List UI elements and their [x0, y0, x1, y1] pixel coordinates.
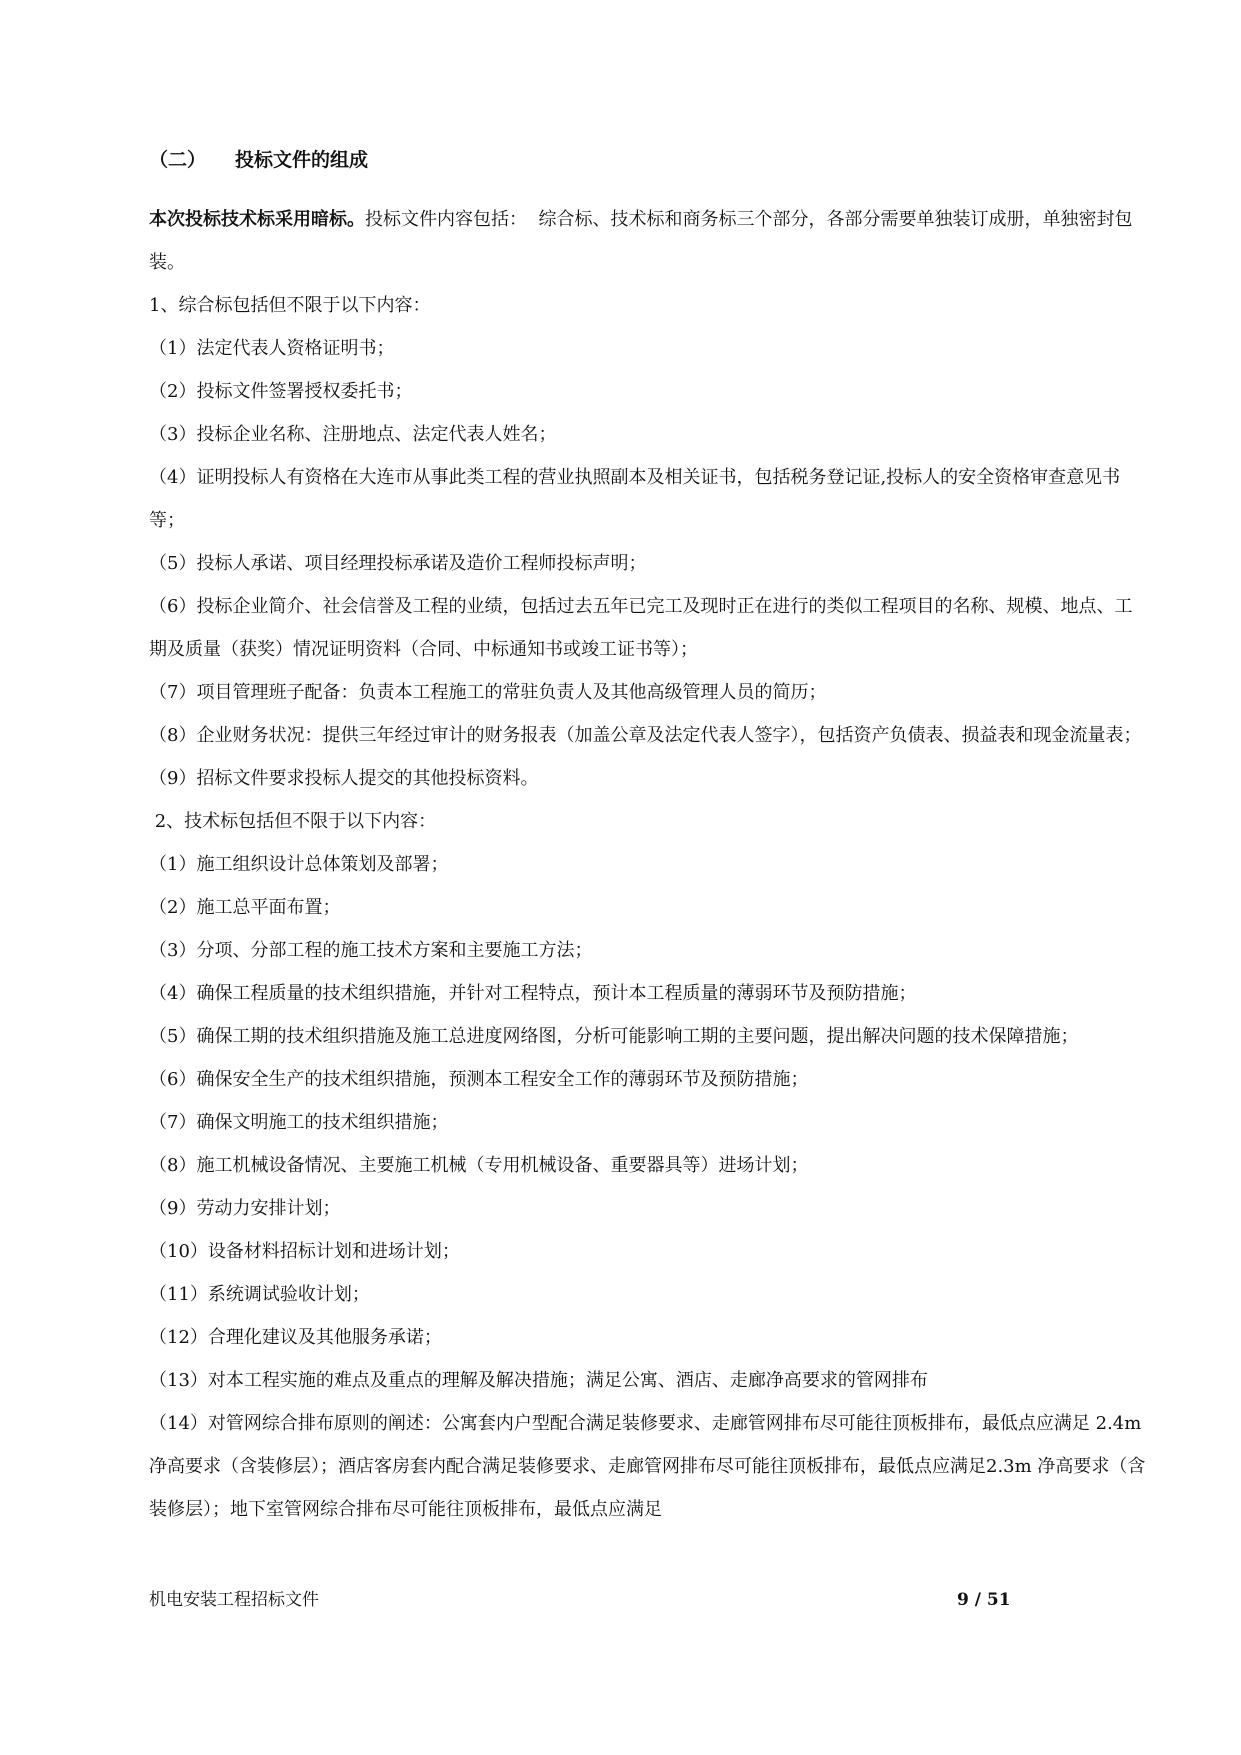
- paragraph: （2）投标文件签署授权委托书；: [149, 381, 413, 402]
- section-heading: [149, 144, 368, 176]
- paragraph: （8）企业财务状况：提供三年经过审计的财务报表（加盖公章及法定代表人签字），包括资产负债表、损益表和现金流量表；: [149, 725, 1142, 746]
- paragraph: （13）对本工程实施的难点及重点的理解及解决措施；满足公寓、酒店、走廊净高要求的管网排布: [149, 1370, 928, 1391]
- paragraph: （10）设备材料招标计划和进场计划；: [149, 1241, 460, 1262]
- paragraph: （14）对管网综合排布原则的阐述：公寓套内户型配合满足装修要求、走廊管网排布尽可能往顶板排布，最低点应满足 2.4m 净高要求（含装修层）；酒店客房套内配合满足装修要求、走廊管网排布尽可能往顶板排布，最低点应满足2.3m 净高要求（含装修层）；地下室管网综合排布尽可能往顶板排布，最低点应满足: [149, 1413, 1148, 1520]
- paragraph: （11）系统调试验收计划；: [149, 1284, 370, 1305]
- paragraph: 1、综合标包括但不限于以下内容：: [149, 295, 431, 316]
- paragraph: （1）施工组织设计总体策划及部署；: [149, 854, 449, 875]
- footer-document-title: 机电安装工程招标文件: [149, 1590, 319, 1610]
- paragraph: 2、技术标包括但不限于以下内容：: [149, 811, 437, 832]
- paragraph: （12）合理化建议及其他服务承诺；: [149, 1327, 442, 1348]
- paragraph: （3）投标企业名称、注册地点、法定代表人姓名；: [149, 424, 557, 445]
- paragraph: （9）劳动力安排计划；: [149, 1198, 341, 1219]
- intro-paragraph: [149, 198, 1149, 284]
- paragraph: （5）投标人承诺、项目经理投标承诺及造价工程师投标声明；: [149, 553, 647, 574]
- section-number: （二）: [149, 149, 207, 171]
- paragraph: （4）证明投标人有资格在大连市从事此类工程的营业执照副本及相关证书，包括税务登记证,投标人的安全资格审查意见书等；: [149, 467, 1121, 531]
- intro-text: 投标文件内容包括： 综合标、技术标和商务标三个部分，各部分需要单独装订成册，单独密封包装。: [149, 209, 1133, 273]
- paragraph: （8）施工机械设备情况、主要施工机械（专用机械设备、重要器具等）进场计划；: [149, 1155, 809, 1176]
- paragraph: （5）确保工期的技术组织措施及施工总进度网络图，分析可能影响工期的主要问题，提出解决问题的技术保障措施；: [149, 1026, 1079, 1047]
- intro-lead: 本次投标技术标采用暗标。: [149, 209, 365, 230]
- paragraph: （9）招标文件要求投标人提交的其他投标资料。: [149, 768, 539, 789]
- paragraph: （3）分项、分部工程的施工技术方案和主要施工方法；: [149, 940, 593, 961]
- paragraph: （7）确保文明施工的技术组织措施；: [149, 1112, 449, 1133]
- paragraph: （4）确保工程质量的技术组织措施，并针对工程特点，预计本工程质量的薄弱环节及预防措施；: [149, 983, 917, 1004]
- footer-page-number: 9 / 51: [957, 1590, 1011, 1610]
- document-body: [149, 198, 1149, 1531]
- section-title: 投标文件的组成: [235, 149, 369, 171]
- paragraph: （2）施工总平面布置；: [149, 897, 341, 918]
- paragraph: （7）项目管理班子配备：负责本工程施工的常驻负责人及其他高级管理人员的简历；: [149, 682, 827, 703]
- paragraph: （1）法定代表人资格证明书；: [149, 338, 395, 359]
- paragraph: （6）投标企业简介、社会信誉及工程的业绩，包括过去五年已完工及现时正在进行的类似工程项目的名称、规模、地点、工期及质量（获奖）情况证明资料（合同、中标通知书或竣工证书等）；: [149, 596, 1133, 660]
- paragraph: （6）确保安全生产的技术组织措施，预测本工程安全工作的薄弱环节及预防措施；: [149, 1069, 809, 1090]
